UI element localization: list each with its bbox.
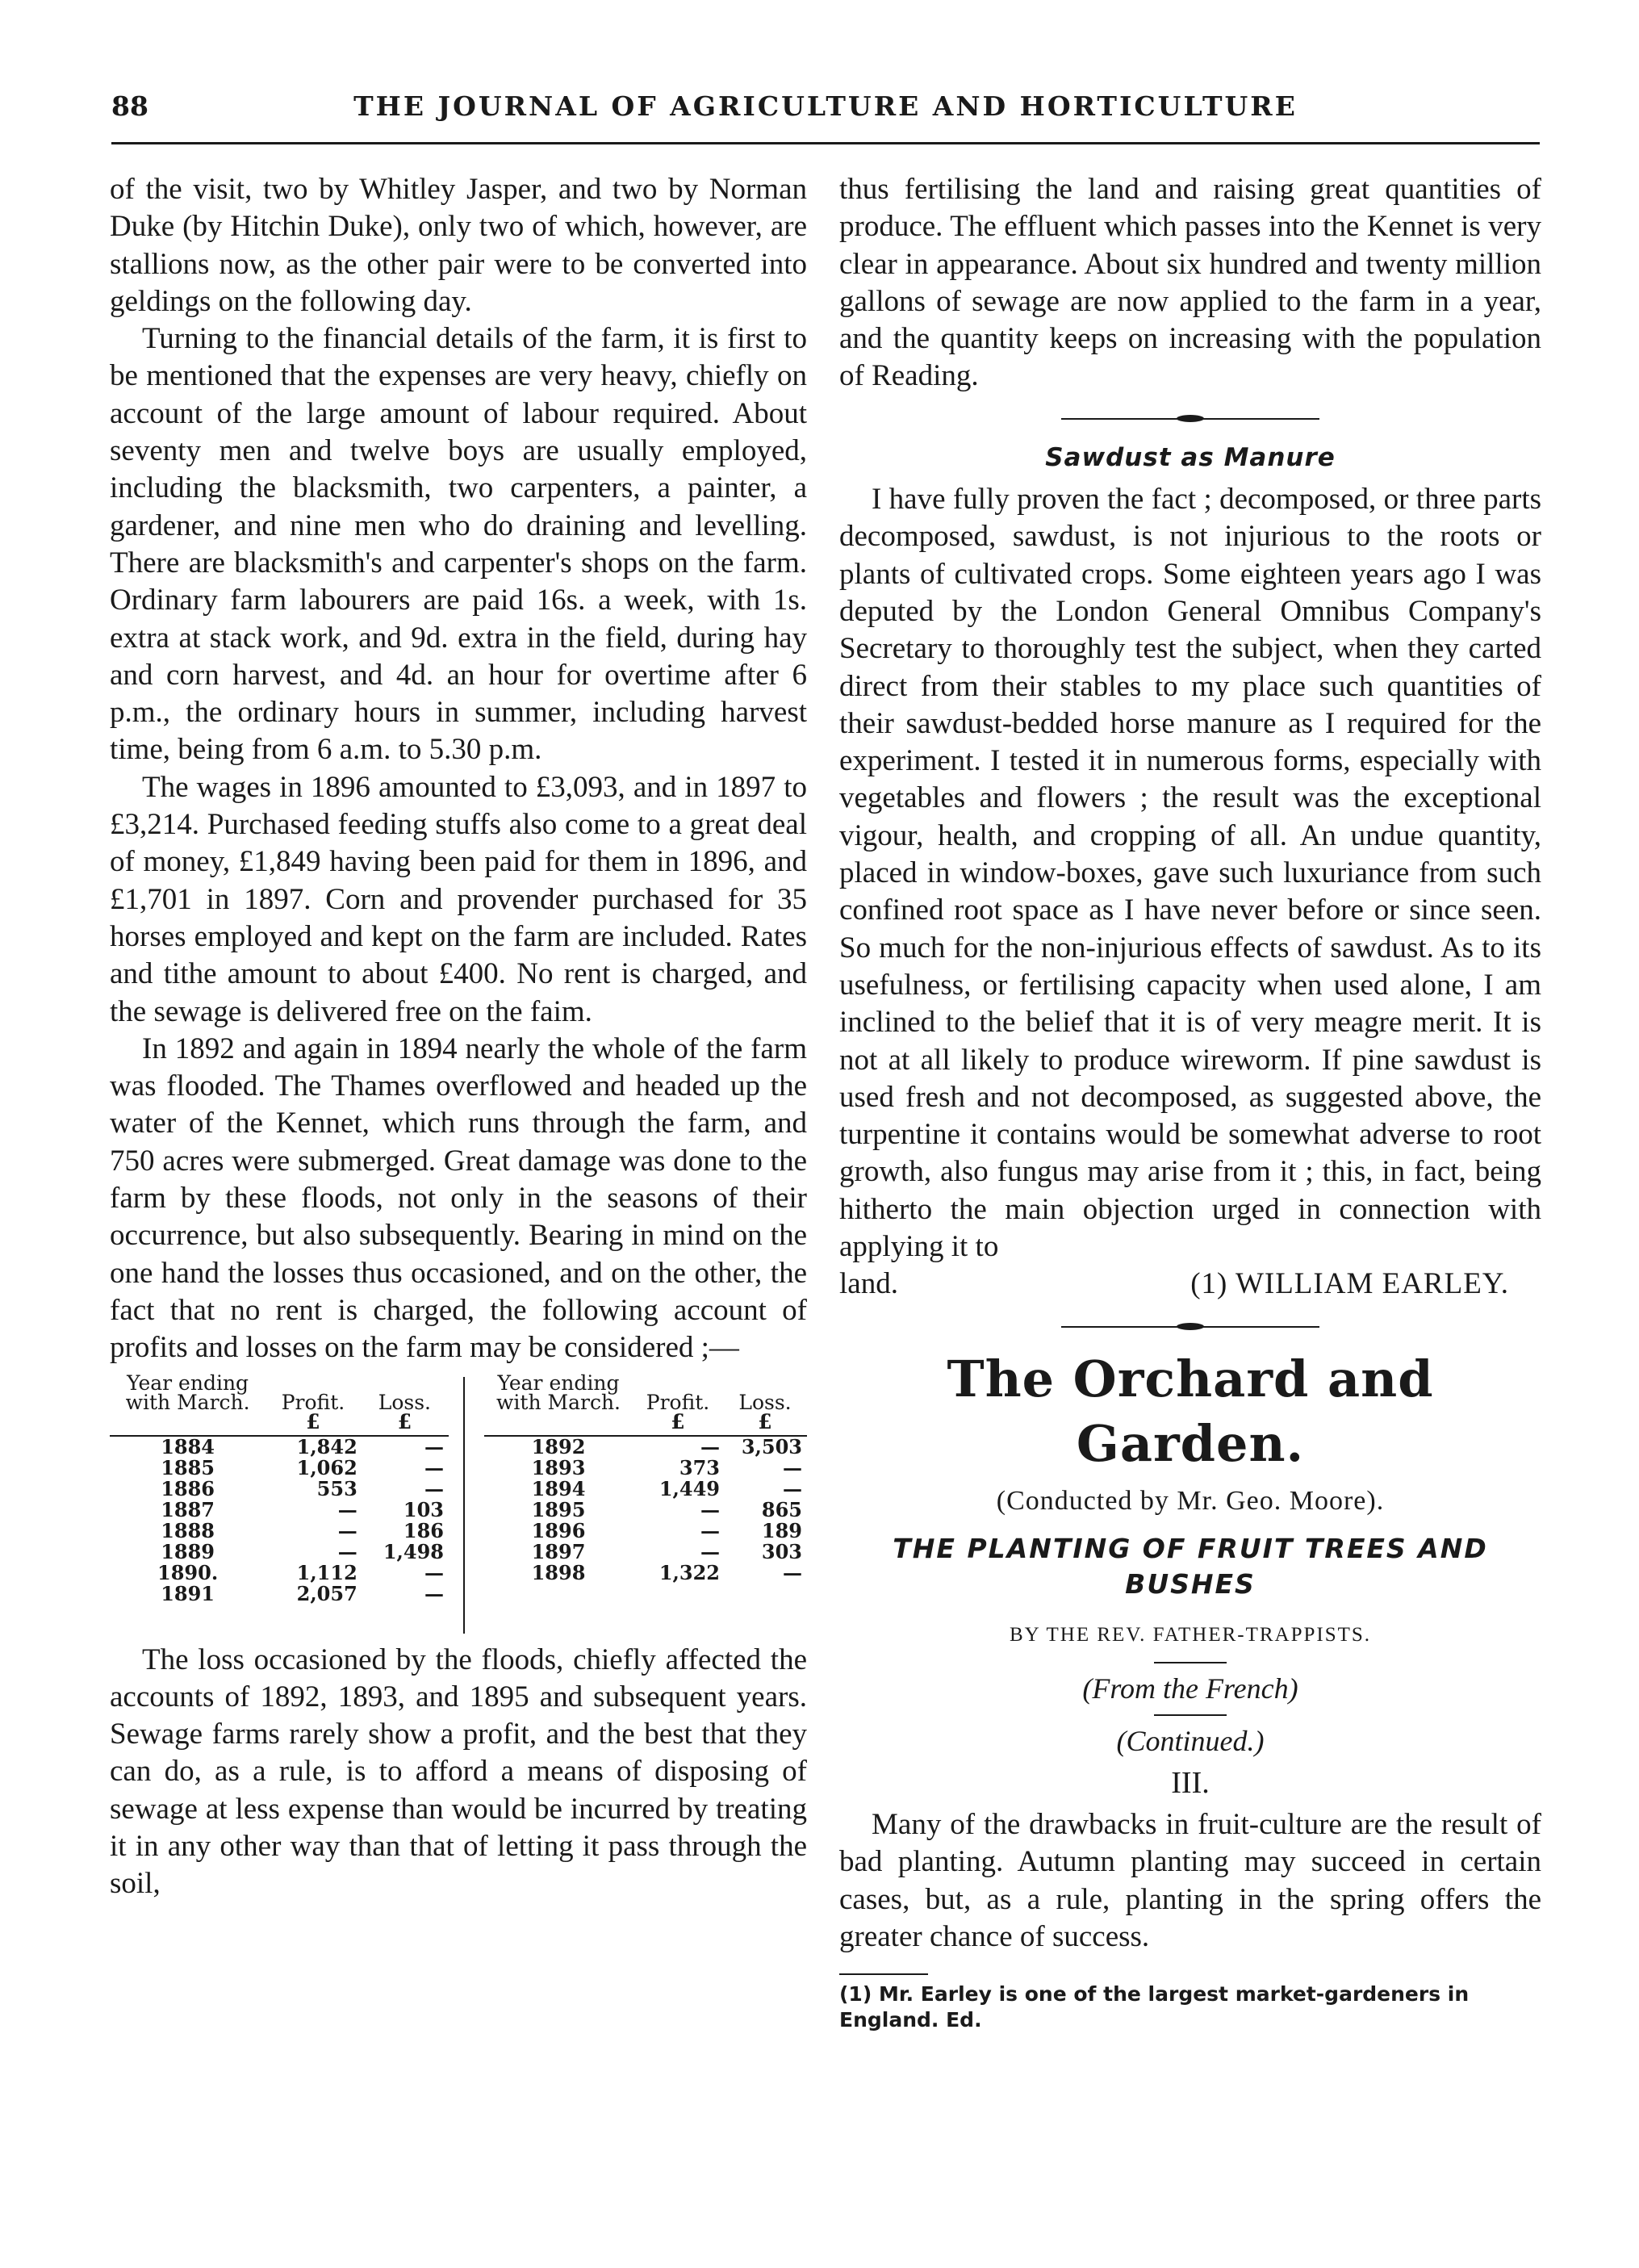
- signoff-line: [839, 1266, 1541, 1303]
- sawdust-paragraph: I have fully proven the fact ; decomposed, or three parts decomposed, sawdust, is not injurious to the roots or plants of cultivated crops. Some eighteen years ago I was deputed by the London General Omnibus Company's Secretary to thoroughly test the subject, when they carted direct from their stables to my place such quantities of their sawdust-bedded horse manure as I required for the experiment. I tested it in numerous forms, especially with vegetables and flowers ; the result was the exceptional vigour, health, and cropping of all. An undue quantity, placed in window-boxes, gave such luxuriance from such confined root space as I have never before or since seen. So much for the non-injurious effects of sawdust. As to its usefulness, or fertilising capacity when used alone, I am inclined to the belief that it is of very meagre merit. It is not at all likely to produce wireworm. If pine sawdust is used fresh and not decomposed, as suggested above, the turpentine it contains would be somewhat adverse to root growth, also fungus may arise from it ; this, in fact, being hitherto the main objection urged in connection with applying it to: [839, 483, 1541, 1264]
- left-column: [110, 171, 807, 1903]
- loss-unit: £: [397, 1409, 412, 1433]
- sawdust-heading: Sawdust as Manure: [1045, 442, 1336, 472]
- paragraph: of the visit, two by Whitley Jasper, and two by Norman Duke (by Hitchin Duke), only two of which, however, are stallions now, as the other pair were to be converted into geldings on the following day.: [110, 173, 807, 318]
- table-row: 1897 — 303: [531, 1539, 802, 1563]
- loss-column-header: Loss.: [738, 1390, 792, 1414]
- profit-column-header: Profit.: [646, 1390, 710, 1414]
- table-row: 1889 — 1,498: [161, 1539, 444, 1563]
- year-column-header: Year ending with March.: [496, 1370, 621, 1414]
- table-row: 1884 1,842 —: [161, 1434, 444, 1458]
- footnote: (1) Mr. Earley is one of the largest market-gardeners in England. Ed.: [839, 1982, 1470, 2032]
- table-row: 1898 1,322 —: [531, 1560, 802, 1584]
- table-row: 1892 — 3,503: [531, 1434, 802, 1458]
- article-title: THE PLANTING OF FRUIT TREES AND BUSHES: [893, 1532, 1488, 1600]
- table-row: 1891 2,057 —: [161, 1581, 444, 1605]
- profit-loss-table-right: [484, 1370, 807, 1584]
- table-row: 1886 553 —: [161, 1476, 444, 1500]
- loss-column-header: Loss.: [378, 1390, 432, 1414]
- year-column-header: Year ending with March.: [125, 1370, 250, 1414]
- paragraph: The wages in 1896 amounted to £3,093, and in 1897 to £3,214. Purchased feeding stuffs also come to a great deal of money, £1,849 having been paid for them in 1896, and £1,701 in 1897. Corn and provender purchased for 35 horses employed and kept on the farm are included. Rates and tithe amount to about £400. No rent is charged, and the sewage is delivered free on the faim.: [110, 770, 807, 1028]
- ornamental-divider: [1061, 1321, 1319, 1333]
- paragraph: Turning to the financial details of the farm, it is first to be mentioned that the expenses are very heavy, chiefly on account of the large amount of labour required. About seventy men and twelve boys are usually employed, including the blacksmith, two carpenters, a painter, a gardener, and nine men who do draining and levelling. There are blacksmith's and carpenter's shops on the farm. Ordinary farm labourers are paid 16s. a week, with 1s. extra at stack work, and 9d. extra in the field, during hay and corn harvest, and 4d. an hour for overtime after 6 p.m., the ordinary hours in summer, including harvest time, being from 6 a.m. to 5.30 p.m.: [110, 322, 807, 767]
- profit-unit: £: [306, 1409, 320, 1433]
- article-paragraph: Many of the drawbacks in fruit-culture are the result of bad planting. Autumn planting may succeed in certain cases, but, as a rule, planting in the spring offers the greater chance of success.: [839, 1808, 1541, 1953]
- table-row: 1888 — 186: [161, 1518, 444, 1542]
- short-rule: [1154, 1662, 1227, 1663]
- footnote-rule: [839, 1973, 928, 1975]
- profit-loss-table-left: [110, 1370, 449, 1605]
- page-number: 88: [111, 90, 148, 122]
- table-row: 1894 1,449 —: [531, 1476, 802, 1500]
- part-number: III.: [1171, 1765, 1210, 1800]
- table-row: 1896 — 189: [531, 1518, 802, 1542]
- author-signature: (1) WILLIAM EARLEY.: [1190, 1267, 1509, 1301]
- profit-column-header: Profit.: [281, 1390, 345, 1414]
- paragraph: thus fertilising the land and raising great quantities of produce. The effluent which passes into the Kennet is very clear in appearance. About six hundred and twenty million gallons of sewage are now applied to the farm in a year, and the quantity keeps on increasing with the population of Reading.: [839, 173, 1541, 393]
- ornamental-divider: [1061, 413, 1319, 425]
- paragraph: In 1892 and again in 1894 nearly the whole of the farm was flooded. The Thames overflowed and headed up the water of the Kennet, which runs through the farm, and 750 acres were submerged. Great damage was done to the farm by these floods, not only in the seasons of their occurrence, but also subsequently. Bearing in mind on the one hand the losses thus occasioned, and on the other, the fact that no rent is charged, the following account of profits and losses on the farm may be considered ;—: [110, 1031, 807, 1365]
- short-rule: [1154, 1714, 1227, 1716]
- table-row: 1885 1,062 —: [161, 1455, 444, 1479]
- header-rule: [111, 142, 1540, 144]
- continued-label: (Continued.): [1116, 1724, 1265, 1757]
- section-title: The Orchard and Garden.: [947, 1349, 1434, 1473]
- table-row: 1895 — 865: [531, 1497, 802, 1521]
- byline: BY THE REV. FATHER-TRAPPISTS.: [1009, 1623, 1372, 1646]
- from-french: (From the French): [1082, 1672, 1298, 1705]
- table-divider: [463, 1377, 465, 1634]
- loss-unit: £: [758, 1409, 772, 1433]
- journal-title: THE JOURNAL OF AGRICULTURE AND HORTICULTURE: [353, 90, 1298, 122]
- profit-unit: £: [671, 1409, 685, 1433]
- running-header: [111, 90, 1540, 129]
- profit-loss-table: [110, 1370, 807, 1637]
- table-row: 1887 — 103: [161, 1497, 444, 1521]
- paragraph: The loss occasioned by the floods, chiefly affected the accounts of 1892, 1893, and 1895 and subsequent years. Sewage farms rarely show a profit, and the best that they can do, as a rule, is to afford a means of disposing of sewage at less expense than would be incurred by treating it in any other way than that of letting it pass through the soil,: [110, 1642, 807, 1901]
- right-column: [839, 171, 1541, 2033]
- conducted-by: (Conducted by Mr. Geo. Moore).: [996, 1485, 1385, 1516]
- table-row: 1893 373 —: [531, 1455, 802, 1479]
- last-word: land.: [839, 1267, 898, 1301]
- table-row: 1890. 1,112 —: [157, 1560, 444, 1584]
